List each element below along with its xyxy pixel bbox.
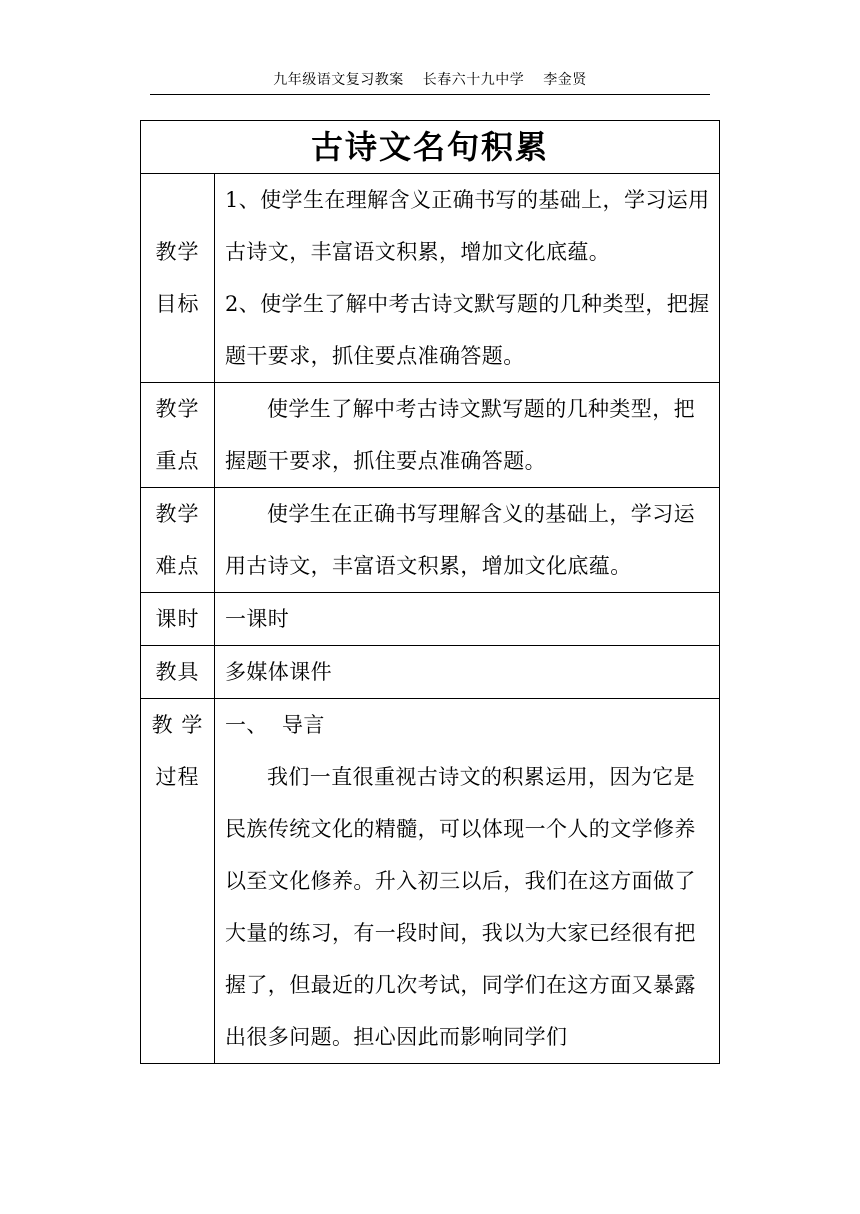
class-hours-row (141, 593, 720, 646)
teaching-aids-value: 多媒体课件 (215, 646, 720, 699)
key-points-content (215, 383, 720, 488)
header-course: 九年级语文复习教案 (273, 72, 404, 88)
process-paragraph: 我们一直很重视古诗文的积累运用，因为它是民族传统文化的精髓，可以体现一个人的文学修养以至文化修养。升入初三以后，我们在这方面做了大量的练习，有一段时间，我以为大家已经很有把握了，但最近的几次考试，同学们在这方面又暴露出很多问题。担心因此而影响同学们 (225, 765, 696, 1049)
process-label-line2: 过程 (155, 765, 200, 789)
goal-item-1: 1、使学生在理解含义正确书写的基础上，学习运用古诗文，丰富语文积累，增加文化底蕴。 (225, 188, 710, 264)
class-hours-label: 课时 (141, 593, 215, 646)
key-points-row (141, 383, 720, 488)
key-points-text: 使学生了解中考古诗文默写题的几种类型，把握题干要求，抓住要点准确答题。 (225, 397, 695, 473)
process-section-heading: 一、 导言 (225, 713, 325, 737)
goals-label-line2: 目标 (155, 292, 200, 316)
title-row (141, 121, 720, 174)
process-label (141, 699, 215, 1064)
key-points-label (141, 383, 215, 488)
difficulties-label-line2: 难点 (155, 554, 200, 578)
difficulties-content (215, 488, 720, 593)
lesson-title: 古诗文名句积累 (141, 121, 720, 174)
key-points-label-line2: 重点 (155, 449, 200, 473)
teaching-aids-label: 教具 (141, 646, 215, 699)
goals-label-line1: 教学 (155, 240, 200, 264)
teaching-aids-row (141, 646, 720, 699)
header-school: 长春六十九中学 (422, 72, 525, 88)
difficulties-label (141, 488, 215, 593)
process-label-line1: 教 学 (151, 713, 204, 737)
header-author: 李金贤 (543, 72, 587, 88)
difficulties-text: 使学生在正确书写理解含义的基础上，学习运用古诗文，丰富语文积累，增加文化底蕴。 (225, 502, 695, 578)
goals-label (141, 174, 215, 383)
difficulties-label-line1: 教学 (155, 502, 200, 526)
process-content (215, 699, 720, 1064)
class-hours-value: 一课时 (215, 593, 720, 646)
difficulties-row (141, 488, 720, 593)
key-points-label-line1: 教学 (155, 397, 200, 421)
page-header (150, 70, 710, 95)
goals-content (215, 174, 720, 383)
lesson-plan-table (140, 120, 720, 1064)
goals-row (141, 174, 720, 383)
goal-item-2: 2、使学生了解中考古诗文默写题的几种类型，把握题干要求，抓住要点准确答题。 (225, 292, 710, 368)
process-row (141, 699, 720, 1064)
